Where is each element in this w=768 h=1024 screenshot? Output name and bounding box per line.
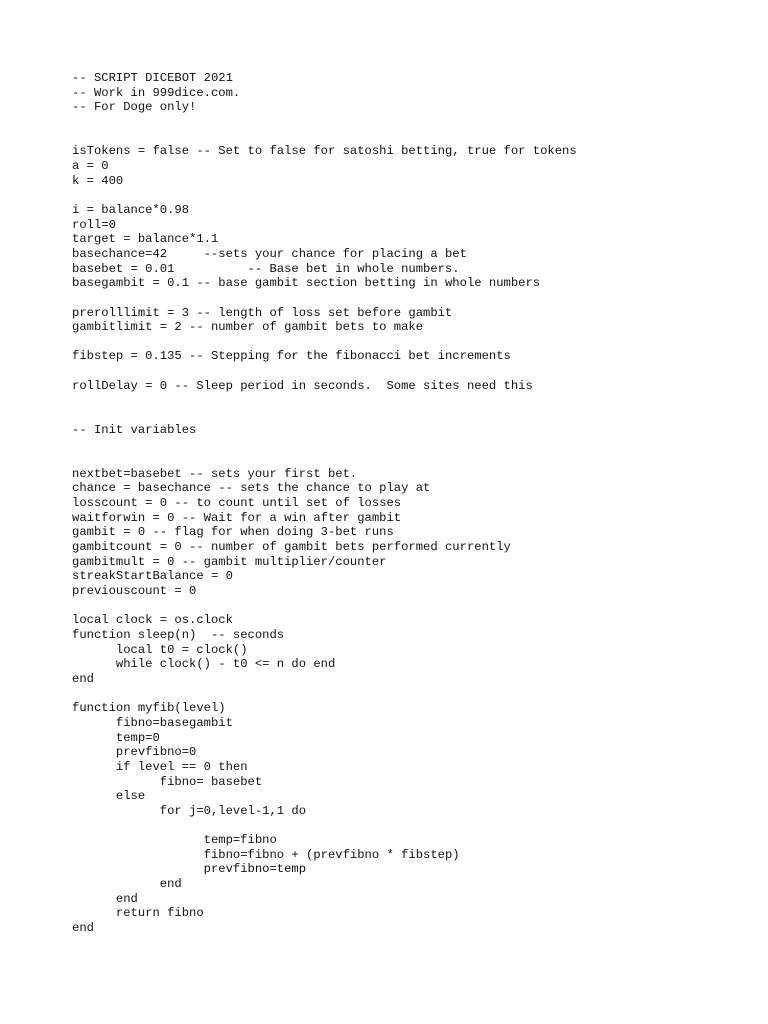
code-line: function sleep(n) -- seconds <box>72 627 285 642</box>
code-line: -- Init variables <box>72 422 197 437</box>
blank-line <box>72 599 752 614</box>
blank-line <box>72 188 752 203</box>
code-line: -- For Doge only! <box>72 100 197 115</box>
code-line: temp=fibno <box>72 833 277 848</box>
code-line: for j=0,level-1,1 do <box>72 803 307 818</box>
code-line: gambitlimit = 2 -- number of gambit bets to make <box>72 320 424 335</box>
code-line: gambitcount = 0 -- number of gambit bets performed currently <box>72 540 511 554</box>
code-line: fibno= basebet <box>72 774 263 789</box>
code-line: basegambit = 0.1 -- base gambit section betting in whole numbers <box>72 276 541 291</box>
code-line: roll=0 <box>72 217 116 232</box>
code-line: -- SCRIPT DICEBOT 2021 <box>72 71 233 85</box>
code-line: isTokens = false -- Set to false for satoshi betting, true for tokens <box>72 144 577 159</box>
code-line: prevfibno=temp <box>72 862 307 877</box>
code-line: basechance=42 --sets your chance for placing a bet <box>72 246 467 261</box>
code-line: temp=0 <box>72 730 160 745</box>
code-line: function myfib(level) <box>72 701 226 716</box>
code-line: end <box>72 671 94 686</box>
code-line: nextbet=basebet -- sets your first bet. <box>72 466 358 481</box>
blank-line <box>72 452 752 467</box>
blank-line <box>72 364 752 379</box>
code-line: end <box>72 877 182 892</box>
code-line: fibno=fibno + (prevfibno * fibstep) <box>72 847 460 862</box>
code-line: end <box>72 891 138 906</box>
code-line: prevfibno=0 <box>72 745 197 760</box>
blank-line <box>72 818 752 833</box>
blank-line <box>72 408 752 423</box>
blank-line <box>72 335 752 350</box>
code-line: gambitmult = 0 -- gambit multiplier/counter <box>72 554 387 569</box>
code-line: -- Work in 999dice.com. <box>72 85 241 100</box>
code-line: basebet = 0.01 -- Base bet in whole numbers. <box>72 261 460 276</box>
code-block <box>72 71 752 936</box>
blank-line <box>72 687 752 702</box>
code-line: while clock() - t0 <= n do end <box>72 657 336 672</box>
code-line: i = balance*0.98 <box>72 202 190 217</box>
code-line: streakStartBalance = 0 <box>72 569 233 584</box>
code-line: previouscount = 0 <box>72 583 197 598</box>
code-line: k = 400 <box>72 173 124 188</box>
code-line: end <box>72 921 94 936</box>
blank-line <box>72 437 752 452</box>
code-line: prerolllimit = 3 -- length of loss set before gambit <box>72 305 453 320</box>
code-line: target = balance*1.1 <box>72 232 219 247</box>
blank-line <box>72 130 752 145</box>
blank-line <box>72 115 752 130</box>
code-line: losscount = 0 -- to count until set of losses <box>72 496 402 511</box>
code-line: fibstep = 0.135 -- Stepping for the fibonacci bet increments <box>72 349 511 364</box>
code-line: if level == 0 then <box>72 759 248 774</box>
code-line: gambit = 0 -- flag for when doing 3-bet runs <box>72 525 394 540</box>
code-line: rollDelay = 0 -- Sleep period in seconds. Some sites need this <box>72 378 533 393</box>
code-line: chance = basechance -- sets the chance to play at <box>72 481 431 496</box>
code-line: local t0 = clock() <box>72 642 248 657</box>
blank-line <box>72 393 752 408</box>
code-line: a = 0 <box>72 158 109 173</box>
code-line: local clock = os.clock <box>72 613 233 628</box>
code-line: fibno=basegambit <box>72 715 233 730</box>
code-line: else <box>72 789 146 804</box>
blank-line <box>72 291 752 306</box>
code-line: waitforwin = 0 -- Wait for a win after gambit <box>72 510 402 525</box>
code-line: return fibno <box>72 906 204 921</box>
